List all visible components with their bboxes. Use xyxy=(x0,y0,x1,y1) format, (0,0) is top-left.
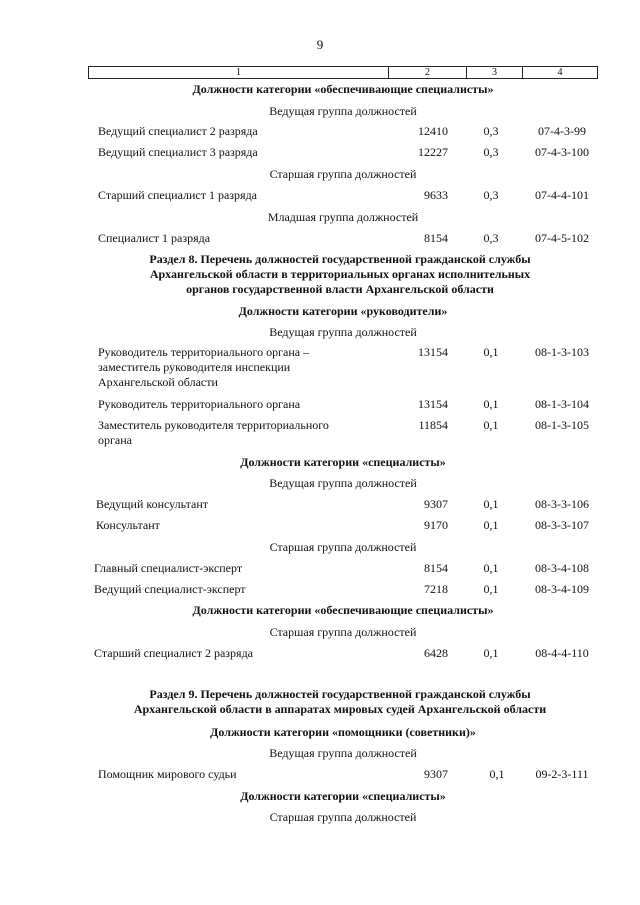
section-title-line: Архангельской области в территориальных органах исполнительных xyxy=(149,267,531,281)
position-name: Ведущий специалист 3 разряда xyxy=(98,145,258,159)
category-heading: Должности категории «обеспечивающие специалисты» xyxy=(192,82,494,96)
column-number-1: 1 xyxy=(89,67,389,78)
coefficient-value: 0,1 xyxy=(483,345,499,359)
category-heading: Должности категории «специалисты» xyxy=(240,789,446,803)
category-heading: Должности категории «руководители» xyxy=(238,304,448,318)
position-code: 07-4-3-99 xyxy=(538,124,586,138)
position-code: 08-1-3-103 xyxy=(535,345,589,359)
position-code: 07-4-4-101 xyxy=(535,188,589,202)
group-heading: Ведущая группа должностей xyxy=(269,325,417,339)
position-name: Старший специалист 2 разряда xyxy=(94,646,253,660)
position-code: 08-3-4-108 xyxy=(535,561,589,575)
position-name-line: Архангельской области xyxy=(98,375,218,389)
position-code: 07-4-5-102 xyxy=(535,231,589,245)
salary-value: 7218 xyxy=(424,582,448,596)
coefficient-value: 0,3 xyxy=(483,145,499,159)
position-name-line: Заместитель руководителя территориального xyxy=(98,418,329,432)
group-heading: Старшая группа должностей xyxy=(269,810,417,824)
salary-value: 9170 xyxy=(424,518,448,532)
coefficient-value: 0,3 xyxy=(483,231,499,245)
section-title-line: Раздел 8. Перечень должностей государственной гражданской службы xyxy=(149,252,531,266)
position-code: 08-4-4-110 xyxy=(535,646,589,660)
section-title xyxy=(90,687,590,717)
position-code: 08-3-3-106 xyxy=(535,497,589,511)
salary-value: 13154 xyxy=(418,397,448,411)
salary-value: 8154 xyxy=(424,231,448,245)
coefficient-value: 0,1 xyxy=(483,518,499,532)
salary-value: 12410 xyxy=(418,124,448,138)
position-code: 08-3-3-107 xyxy=(535,518,589,532)
salary-value: 12227 xyxy=(418,145,448,159)
coefficient-value: 0,1 xyxy=(483,561,499,575)
position-name: Руководитель территориального органа xyxy=(98,397,301,411)
position-name xyxy=(98,418,368,448)
coefficient-value: 0,1 xyxy=(483,646,499,660)
position-name: Старший специалист 1 разряда xyxy=(98,188,257,202)
salary-value: 8154 xyxy=(424,561,448,575)
coefficient-value: 0,3 xyxy=(483,124,499,138)
page-number: 9 xyxy=(316,37,324,52)
coefficient-value: 0,1 xyxy=(489,767,505,781)
salary-value: 13154 xyxy=(418,345,448,359)
group-heading: Старшая группа должностей xyxy=(269,625,417,639)
column-number-header xyxy=(88,66,598,79)
group-heading: Ведущая группа должностей xyxy=(269,746,417,760)
coefficient-value: 0,3 xyxy=(483,188,499,202)
group-heading: Старшая группа должностей xyxy=(269,540,417,554)
section-title-line: Архангельской области в аппаратах мировых судей Архангельской области xyxy=(133,702,547,716)
salary-value: 9633 xyxy=(424,188,448,202)
position-name: Консультант xyxy=(96,518,160,532)
column-number-3: 3 xyxy=(467,67,523,78)
position-name: Главный специалист-эксперт xyxy=(94,561,243,575)
coefficient-value: 0,1 xyxy=(483,418,499,432)
section-title-line: Раздел 9. Перечень должностей государственной гражданской службы xyxy=(149,687,531,701)
salary-value: 9307 xyxy=(424,497,448,511)
group-heading: Ведущая группа должностей xyxy=(269,104,417,118)
coefficient-value: 0,1 xyxy=(483,397,499,411)
column-number-4: 4 xyxy=(557,67,563,78)
position-name: Ведущий специалист-эксперт xyxy=(94,582,246,596)
group-heading: Старшая группа должностей xyxy=(269,167,417,181)
section-title-line: органов государственной власти Архангельской области xyxy=(186,282,494,296)
group-heading: Ведущая группа должностей xyxy=(269,476,417,490)
coefficient-value: 0,1 xyxy=(483,582,499,596)
position-name: Ведущий специалист 2 разряда xyxy=(98,124,258,138)
column-number-2: 2 xyxy=(389,67,467,78)
position-code: 07-4-3-100 xyxy=(535,145,589,159)
position-name: Помощник мирового судьи xyxy=(98,767,237,781)
category-heading: Должности категории «обеспечивающие специалисты» xyxy=(192,603,494,617)
position-name: Ведущий консультант xyxy=(96,497,209,511)
position-name xyxy=(98,345,368,390)
position-name-line: органа xyxy=(98,433,132,447)
salary-value: 11854 xyxy=(418,418,448,432)
position-name-line: Руководитель территориального органа – xyxy=(98,345,310,359)
position-name-line: заместитель руководителя инспекции xyxy=(98,360,291,374)
position-code: 09-2-3-111 xyxy=(535,767,589,781)
position-code: 08-3-4-109 xyxy=(535,582,589,596)
category-heading: Должности категории «помощники (советники)» xyxy=(210,725,476,739)
position-code: 08-1-3-104 xyxy=(535,397,589,411)
group-heading: Младшая группа должностей xyxy=(267,210,419,224)
salary-value: 6428 xyxy=(424,646,448,660)
salary-value: 9307 xyxy=(424,767,448,781)
position-name: Специалист 1 разряда xyxy=(98,231,211,245)
section-title xyxy=(110,252,570,297)
category-heading: Должности категории «специалисты» xyxy=(240,455,446,469)
coefficient-value: 0,1 xyxy=(483,497,499,511)
position-code: 08-1-3-105 xyxy=(535,418,589,432)
